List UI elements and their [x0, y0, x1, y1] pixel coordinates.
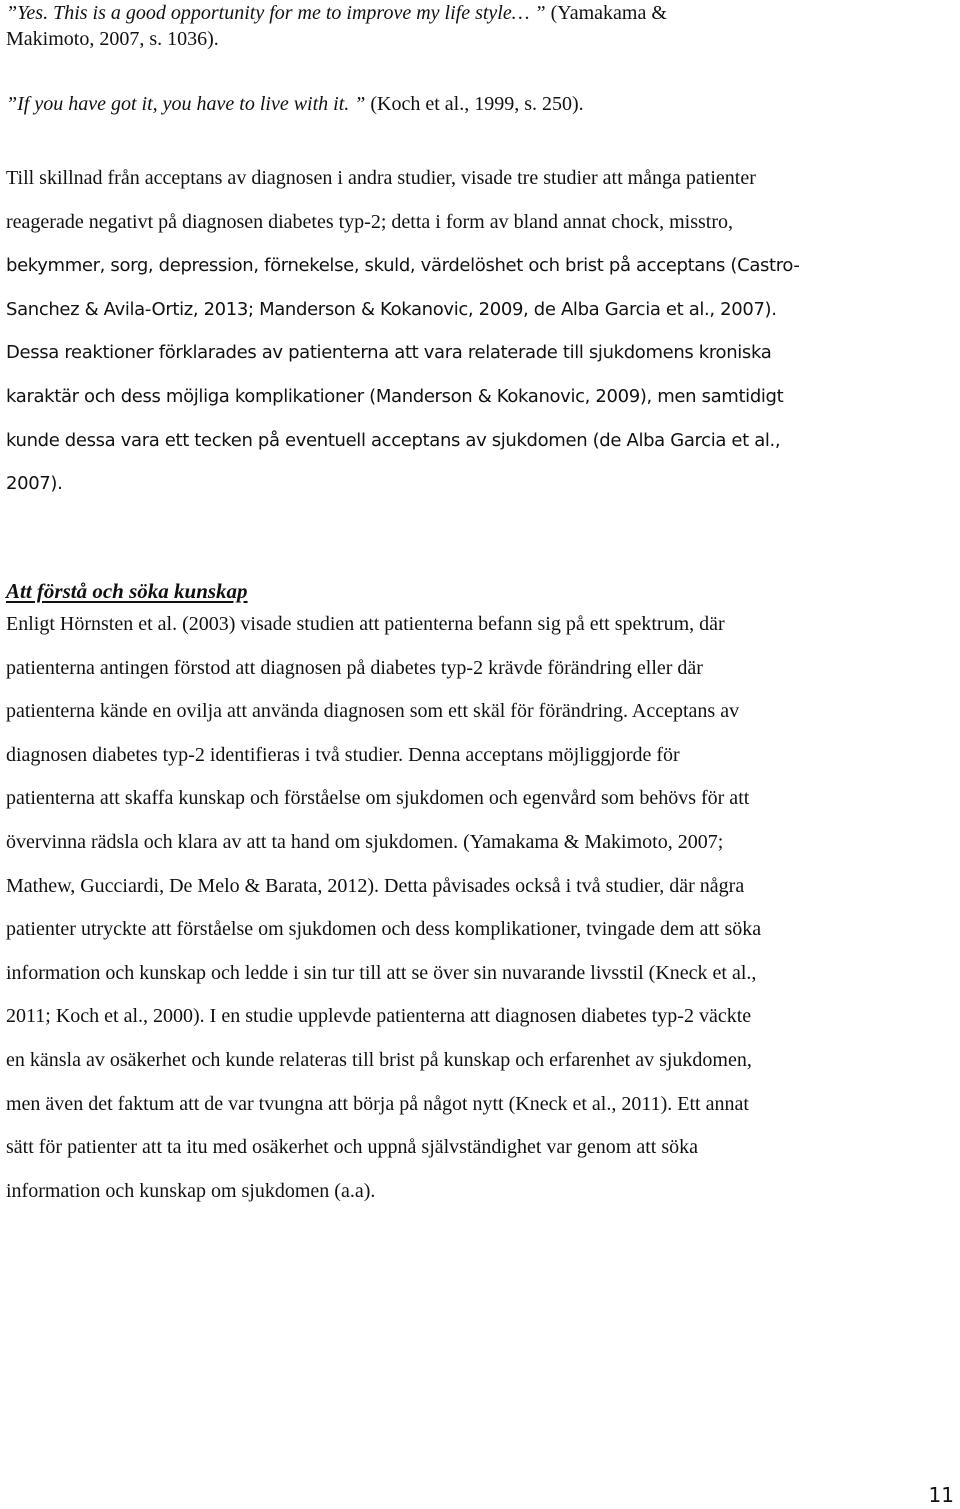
paragraph-line: patienter utryckte att förståelse om sjukdomen och dess komplikationer, tvingade dem att söka: [6, 918, 762, 941]
quote-text: ”Yes. This is a good opportunity for me to improve my life style… ”: [6, 2, 546, 24]
section-heading: Att förstå och söka kunskap: [6, 579, 248, 603]
paragraph-line: reagerade negativt på diagnosen diabetes typ-2; detta i form av bland annat chock, misstro,: [6, 210, 733, 233]
paragraph-line: övervinna rädsla och klara av att ta hand om sjukdomen. (Yamakama & Makimoto, 2007;: [6, 830, 724, 853]
quote-citation: (Koch et al., 1999, s. 250).: [365, 93, 584, 115]
paragraph-line: Enligt Hörnsten et al. (2003) visade studien att patienterna befann sig på ett spektrum, där: [6, 613, 725, 635]
paragraph-line: 2011; Koch et al., 2000). I en studie upplevde patienterna att diagnosen diabetes typ-2 väckte: [6, 1005, 752, 1028]
paragraph-line: patienterna antingen förstod att diagnosen på diabetes typ-2 krävde förändring eller där: [6, 656, 703, 679]
paragraph-line: Till skillnad från acceptans av diagnosen i andra studier, visade tre studier att många patienter: [6, 167, 756, 189]
paragraph-line: patienterna kände en ovilja att använda diagnosen som ett skäl för förändring. Acceptans av: [6, 700, 740, 723]
paragraph-line: karaktär och dess möjliga komplikationer (Manderson & Kokanovic, 2009), men samtidigt: [6, 385, 784, 407]
paragraph-line: patienterna att skaffa kunskap och förståelse om sjukdomen och egenvård som behövs för att: [6, 787, 750, 810]
paragraph-line: 2007).: [6, 473, 63, 495]
paragraph-line: information och kunskap och ledde i sin tur till att se över sin nuvarande livsstil (Kneck et al.,: [6, 961, 757, 984]
paragraph-line: en känsla av osäkerhet och kunde relateras till brist på kunskap och erfarenhet av sjukdomen,: [6, 1048, 752, 1071]
paragraph-line: sätt för patienter att ta itu med osäkerhet och uppnå självständighet var genom att söka: [6, 1136, 699, 1159]
paragraph-line: Dessa reaktioner förklarades av patienterna att vara relaterade till sjukdomens kroniska: [6, 342, 772, 364]
page-number: 11: [928, 1483, 954, 1507]
quote-line: Makimoto, 2007, s. 1036).: [6, 28, 219, 50]
paragraph-line: bekymmer, sorg, depression, förnekelse, skuld, värdelöshet och brist på acceptans (Castro-: [6, 255, 800, 277]
paragraph-negative-reactions: [6, 157, 960, 506]
quote-yamakama: [6, 0, 936, 52]
paragraph-line: information och kunskap om sjukdomen (a.a).: [6, 1179, 376, 1202]
paragraph-understanding: [6, 603, 960, 1213]
quote-text: ”If you have got it, you have to live with it. ”: [6, 93, 366, 115]
paragraph-line: kunde dessa vara ett tecken på eventuell acceptans av sjukdomen (de Alba Garcia et al.,: [6, 429, 781, 451]
paragraph-line: Mathew, Gucciardi, De Melo & Barata, 2012). Detta påvisades också i två studier, där några: [6, 874, 745, 897]
quote-koch: [6, 91, 936, 117]
quote-line: [6, 91, 936, 117]
quote-line: [6, 0, 936, 26]
paragraph-line: diagnosen diabetes typ-2 identifieras i två studier. Denna acceptans möjliggjorde för: [6, 743, 680, 766]
quote-citation: (Yamakama &: [545, 2, 667, 24]
paragraph-line: men även det faktum att de var tvungna att börja på något nytt (Kneck et al., 2011). Ett annat: [6, 1092, 749, 1115]
paragraph-line: Sanchez & Avila-Ortiz, 2013; Manderson & Kokanovic, 2009, de Alba Garcia et al., 2007).: [6, 298, 777, 320]
